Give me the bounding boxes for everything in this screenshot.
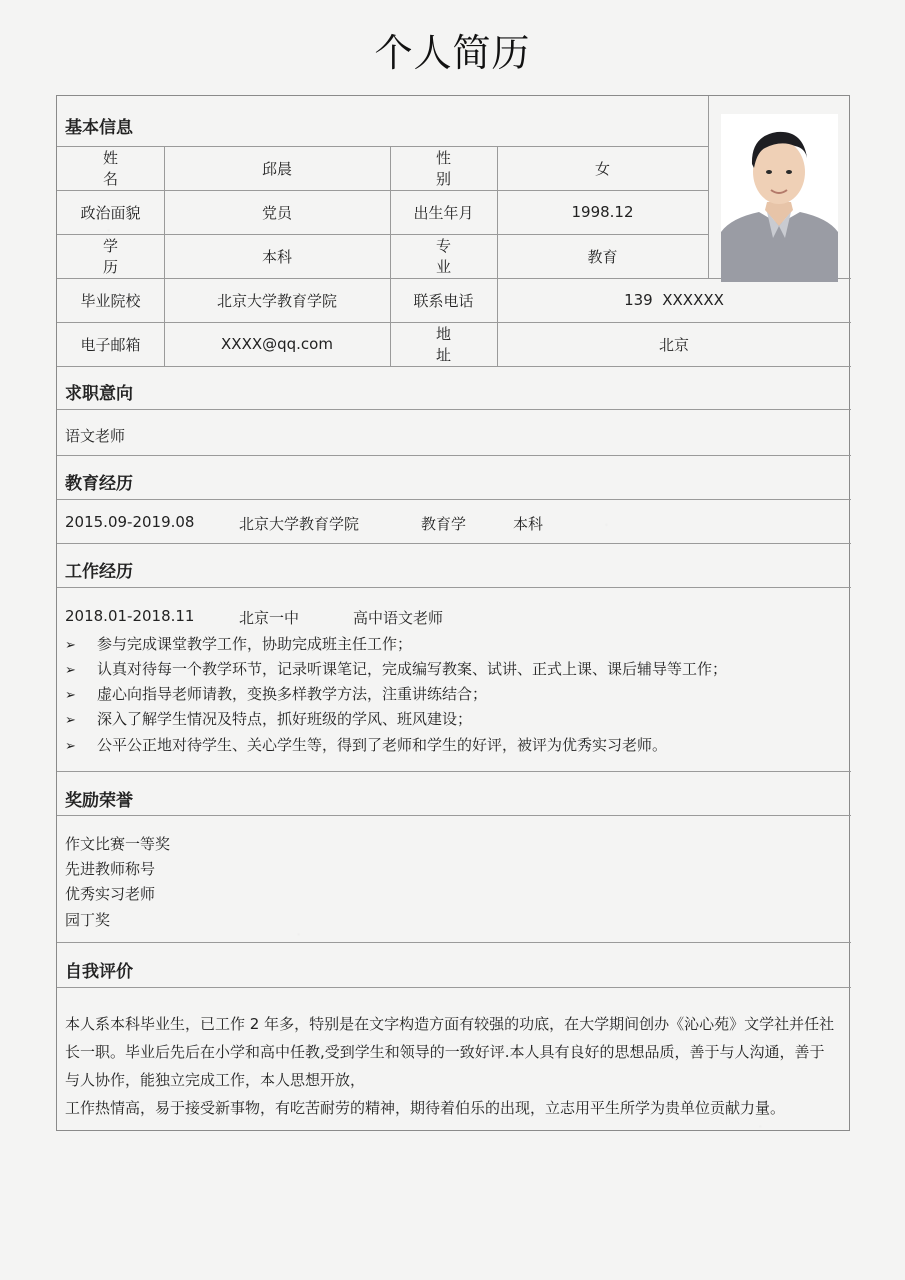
section-heading-education: 教育经历	[65, 474, 133, 494]
label-name: 姓名	[102, 149, 144, 188]
value-name: 邱晨	[261, 159, 292, 178]
arrow-bullet-icon: ➢	[65, 739, 76, 754]
education-school: 北京大学教育学院	[239, 515, 360, 533]
self-line: 工作热情高，易于接受新事物，有吃苦耐劳的精神，期待着伯乐的出现，立志用平生所学为贵单位贡献力量。	[65, 1099, 786, 1117]
work-company: 北京一中	[239, 609, 300, 627]
work-bullet: ➢ 公平公正地对待学生、关心学生等，得到了老师和学生的好评，被评为优秀实习老师。	[65, 736, 668, 754]
work-position: 高中语文老师	[353, 609, 444, 627]
label-email: 电子邮箱	[80, 335, 141, 354]
label-address: 地址	[435, 325, 477, 364]
value-political: 党员	[261, 203, 292, 222]
section-heading-intent: 求职意向	[65, 384, 133, 404]
value-degree: 本科	[261, 247, 292, 266]
education-major: 教育学	[421, 515, 467, 533]
label-major: 专业	[435, 237, 477, 276]
resume-table	[56, 95, 850, 1131]
arrow-bullet-icon: ➢	[65, 638, 76, 653]
self-line: 长一职。毕业后先后在小学和高中任教,受到学生和领导的一致好评.本人具有良好的思想品质，善于与人沟通，善于	[65, 1043, 825, 1061]
page-title: 个人简历	[374, 31, 531, 75]
work-bullet: ➢ 参与完成课堂教学工作，协助完成班主任工作；	[65, 635, 413, 653]
arrow-bullet-icon: ➢	[65, 713, 76, 728]
label-school: 毕业院校	[80, 291, 141, 310]
section-heading-awards: 奖励荣誉	[65, 791, 133, 811]
work-bullet: ➢ 虚心向指导老师请教，变换多样教学方法，注重讲练结合；	[65, 685, 488, 703]
label-phone: 联系电话	[413, 291, 474, 310]
work-period: 2018.01-2018.11	[65, 607, 195, 625]
value-school: 北京大学教育学院	[216, 291, 337, 310]
value-major: 教育	[587, 247, 618, 266]
label-degree: 学历	[102, 237, 144, 276]
value-phone: 139 XXXXXX	[624, 291, 724, 309]
label-birth: 出生年月	[413, 203, 474, 222]
self-line: 本人系本科毕业生，已工作 2 年多，特别是在文字构造方面有较强的功底，在大学期间创办《沁心苑》文学社并任社	[65, 1015, 835, 1033]
section-heading-self: 自我评价	[65, 962, 133, 982]
value-gender: 女	[594, 159, 610, 178]
label-political: 政治面貌	[80, 203, 141, 222]
value-email: XXXX@qq.com	[221, 335, 333, 353]
arrow-bullet-icon: ➢	[65, 688, 76, 703]
education-degree: 本科	[513, 515, 544, 533]
award-item: 先进教师称号	[65, 860, 156, 878]
label-gender: 性别	[435, 149, 477, 188]
award-item: 优秀实习老师	[65, 885, 156, 903]
education-period: 2015.09-2019.08	[65, 513, 195, 531]
award-item: 园丁奖	[65, 911, 111, 929]
value-address: 北京	[658, 335, 689, 354]
self-line: 与人协作，能独立完成工作，本人思想开放，	[65, 1071, 366, 1089]
profile-photo	[721, 114, 838, 282]
arrow-bullet-icon: ➢	[65, 663, 76, 678]
section-heading-basic: 基本信息	[65, 118, 133, 138]
work-bullet: ➢ 深入了解学生情况及特点，抓好班级的学风、班风建设；	[65, 710, 473, 728]
intent-value: 语文老师	[65, 427, 126, 445]
section-heading-work: 工作经历	[65, 562, 133, 582]
award-item: 作文比赛一等奖	[65, 835, 171, 853]
value-birth: 1998.12	[571, 203, 634, 221]
self-evaluation-text	[65, 1010, 841, 1122]
work-bullet: ➢ 认真对待每一个教学环节，记录听课笔记，完成编写教案、试讲、正式上课、课后辅导等工作；	[65, 660, 728, 678]
